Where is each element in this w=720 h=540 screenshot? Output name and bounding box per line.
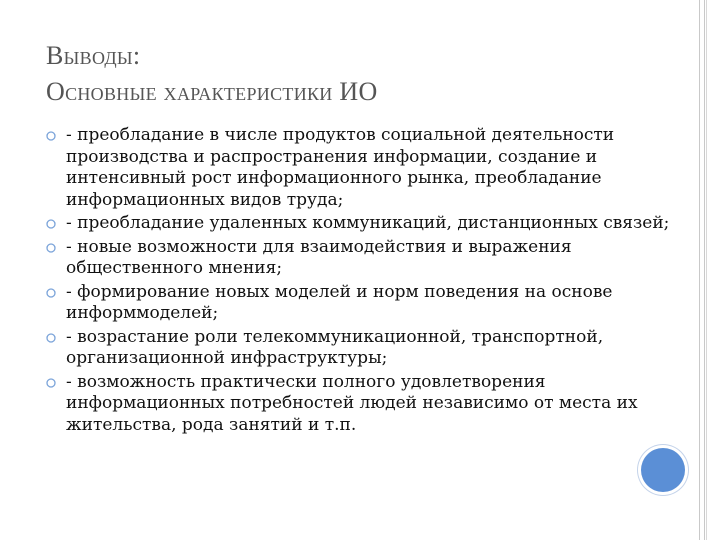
bullet-text: - возможность практически полного удовлетворения информационных потребностей людей независимо от места их жительства, рода занятий и т.п. [66,371,638,435]
bullet-text: - преобладание удаленных коммуникаций, дистанционных связей; [66,213,670,233]
list-item [46,327,676,370]
slide-title [46,38,666,110]
title-line-2: Основные характеристики ИО [46,77,378,106]
right-border-inner-rule [706,0,707,540]
circle-bullet-icon [46,378,56,388]
circle-bullet-icon [46,243,56,253]
decorative-circle-badge [641,448,685,492]
bullet-text: - новые возможности для взаимодействия и выражения общественного мнения; [66,236,572,278]
circle-bullet-icon [46,131,56,141]
circle-bullet-icon [46,333,56,343]
list-item [46,213,676,235]
bullet-text: - возрастание роли телекоммуникационной, транспортной, организационной инфраструктуры; [66,326,604,368]
list-item [46,237,676,280]
bullet-text: - формирование новых моделей и норм поведения на основе информмоделей; [66,281,613,323]
title-line-1: Выводы: [46,41,141,70]
circle-bullet-icon [46,288,56,298]
circle-bullet-icon [46,219,56,229]
bullet-text: - преобладание в числе продуктов социальной деятельности производства и распространения информации, создание и интенсивный рост информационного рынка, преобладание информационных видов труда; [66,125,615,210]
list-item [46,125,676,211]
list-item [46,282,676,325]
list-item [46,372,676,437]
bullet-list [46,125,676,438]
right-border-rule [699,0,705,540]
